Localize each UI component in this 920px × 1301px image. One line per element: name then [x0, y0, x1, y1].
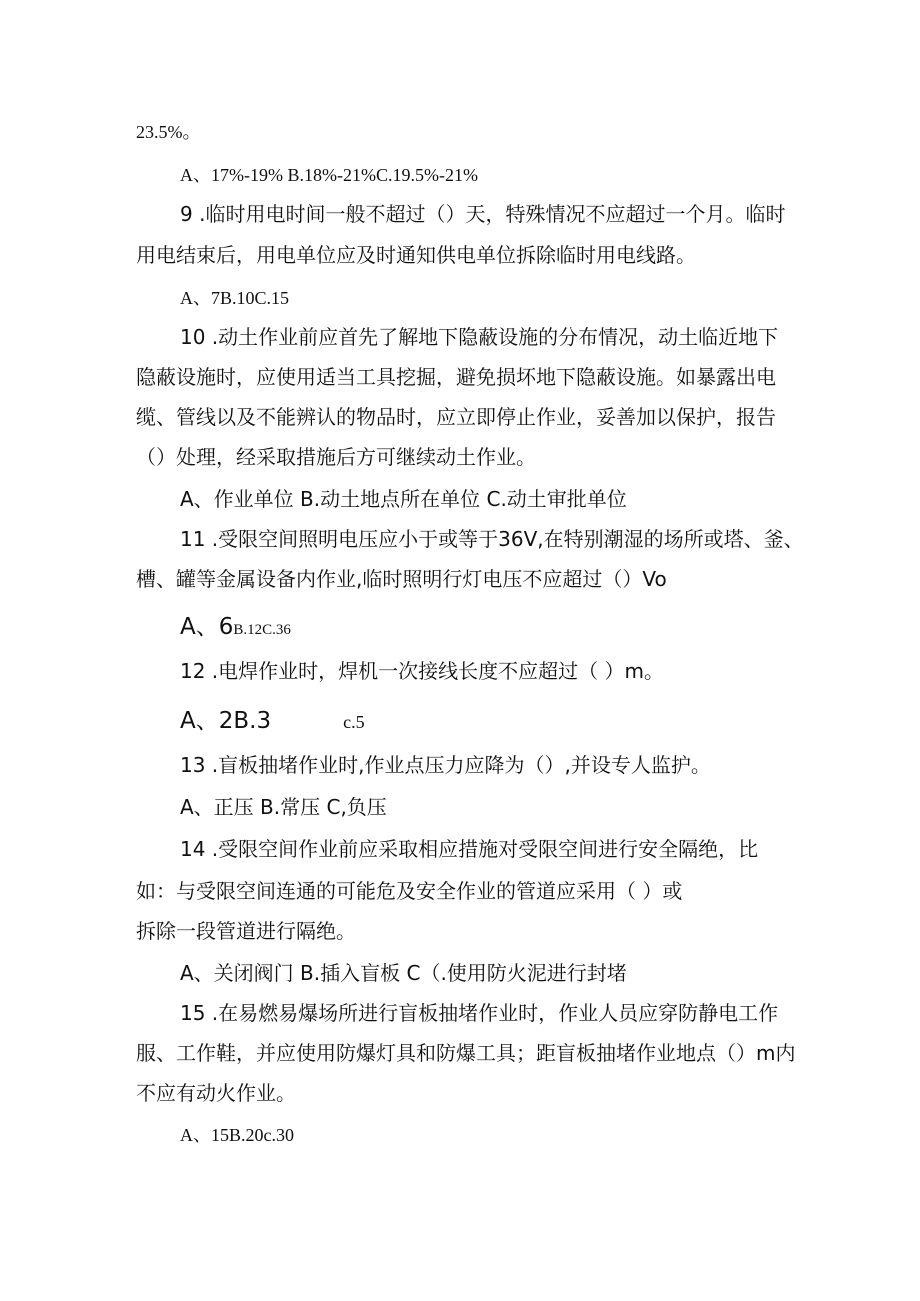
question-10-text-line-2: 隐蔽设施时，应使用适当工具挖掘，避免损坏地下隐蔽设施。如暴露出电	[136, 365, 776, 389]
question-14-options: A、关闭阀门 B.插入盲板 C（.使用防火泥进行封堵	[180, 961, 627, 985]
question-13-options: A、正压 B.常压 C,负压	[180, 795, 387, 819]
question-11-text-line-1: 11 .受限空间照明电压应小于或等于36V,在特别潮湿的场所或塔、釜、	[180, 527, 804, 551]
question-10-text-line-3: 缆、管线以及不能辨认的物品时，应立即停止作业，妥善加以保护，报告	[136, 405, 776, 429]
question-9-text-line-2: 用电结束后，用电单位应及时通知供电单位拆除临时用电线路。	[136, 243, 696, 267]
question-12-options	[180, 708, 365, 735]
question-10-options: A、作业单位 B.动土地点所在单位 C.动土审批单位	[180, 487, 627, 511]
question-11-text-line-2: 槽、罐等金属设备内作业,临时照明行灯电压不应超过（）Vo	[136, 567, 667, 591]
question-15-text-line-2: 服、工作鞋，并应使用防爆灯具和防爆工具；距盲板抽堵作业地点（）m内	[136, 1041, 796, 1065]
question-13-text: 13 .盲板抽堵作业时,作业点压力应降为（）,并设专人监护。	[180, 753, 711, 777]
question-14-text-line-2: 如：与受限空间连通的可能危及安全作业的管道应采用（ ）或	[136, 879, 683, 903]
question-9-text-line-1: 9 .临时用电时间一般不超过（）天，特殊情况不应超过一个月。临时	[180, 202, 786, 226]
question-12-option-ab: A、2B.3	[180, 708, 272, 734]
question-14-text-line-3: 拆除一段管道进行隔绝。	[136, 919, 356, 943]
question-9-options: A、7B.10C.15	[180, 288, 290, 308]
question-15-options: A、15B.20c.30	[180, 1125, 294, 1145]
question-15-text-line-3: 不应有动火作业。	[136, 1081, 296, 1105]
question-12-text: 12 .电焊作业时，焊机一次接线长度不应超过（ ）m。	[180, 659, 665, 683]
question-11-option-bc: B.12C.36	[233, 622, 291, 638]
question-8-options: A、17%-19% B.18%-21%C.19.5%-21%	[180, 165, 478, 185]
question-15-text-line-1: 15 .在易燃易爆场所进行盲板抽堵作业时，作业人员应穿防静电工作	[180, 1001, 779, 1025]
question-10-text-line-4: （）处理，经采取措施后方可继续动土作业。	[136, 445, 536, 469]
question-14-text-line-1: 14 .受限空间作业前应采取相应措施对受限空间进行安全隔绝，比	[180, 837, 759, 861]
question-10-text-line-1: 10 .动土作业前应首先了解地下隐蔽设施的分布情况，动土临近地下	[180, 325, 779, 349]
text-line-percentage: 23.5%。	[136, 122, 201, 142]
question-11-options	[180, 614, 291, 643]
question-11-option-a: A、6	[180, 614, 234, 640]
question-12-option-c: c.5	[343, 712, 365, 732]
